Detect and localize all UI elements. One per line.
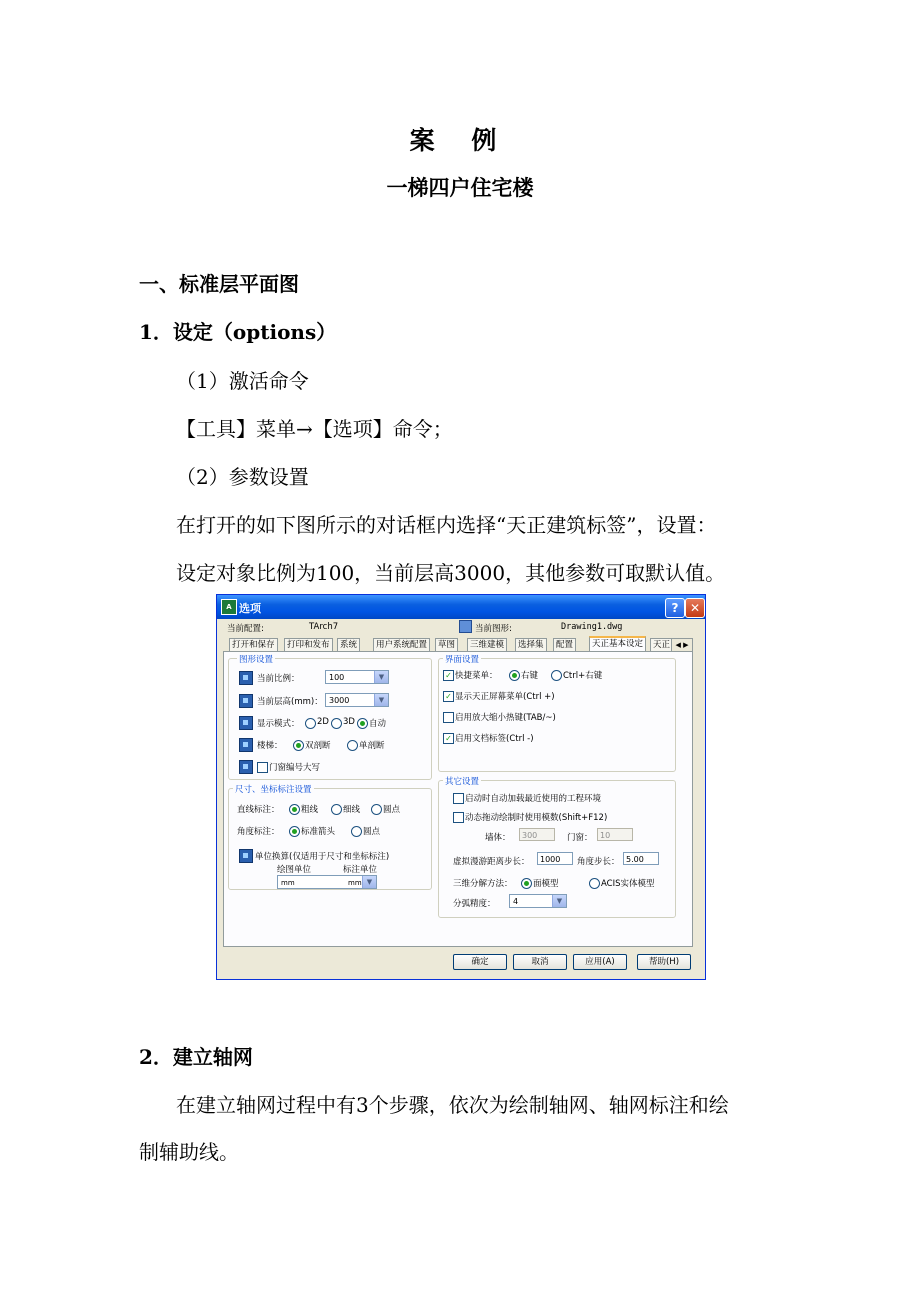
door-label: 门窗： (567, 833, 593, 843)
tab-scroll-arrows[interactable]: ◀ ▶ (671, 638, 693, 652)
arc-label: 分弧精度： (453, 899, 496, 909)
tab-profiles[interactable]: 配置 (553, 638, 576, 652)
display-2d-radio[interactable] (305, 718, 316, 729)
tab-tangent[interactable]: 天正 (650, 638, 673, 652)
tab-open-save[interactable]: 打开和保存 (229, 638, 278, 652)
current-drawing-value: Drawing1.dwg (561, 622, 623, 632)
stair-icon (239, 738, 253, 752)
step2-heading: 2．建立轴网 (139, 1045, 253, 1069)
unit-icon (239, 849, 253, 863)
section-heading: 一、标准层平面图 (139, 272, 299, 296)
display-label: 显示模式： (257, 719, 300, 729)
app-icon: A (221, 599, 237, 615)
tab-user-prefs[interactable]: 用户系统配置 (373, 638, 430, 652)
help-icon[interactable]: ? (665, 598, 685, 618)
screen-menu-label: 显示天正屏幕菜单(Ctrl +) (455, 692, 555, 702)
angle-arrow-label: 标准箭头 (301, 827, 336, 837)
arc-value: 4 (513, 897, 519, 906)
hotkey-label: 启用放大缩小热键(TAB/~) (455, 713, 556, 723)
dynamic-label: 动态拖动绘制时使用模数(Shift+F12) (465, 813, 608, 823)
step1-line2: 在打开的如下图所示的对话框内选择“天正建筑标签”，设置： (176, 513, 717, 537)
current-config-label: 当前配置: (227, 624, 264, 634)
chevron-down-icon: ▼ (374, 694, 388, 706)
angle-dot-label: 圆点 (363, 827, 381, 837)
linear-thick-radio[interactable] (289, 804, 300, 815)
display-3d-radio[interactable] (331, 718, 342, 729)
chevron-down-icon: ▼ (552, 895, 566, 907)
display-2d-label: 2D (317, 717, 329, 727)
step2-line2: 制辅助线。 (139, 1140, 239, 1164)
autoload-checkbox[interactable] (453, 793, 464, 804)
decomp-acis-radio[interactable] (589, 878, 600, 889)
linear-label: 直线标注： (237, 805, 280, 815)
stair-single-radio[interactable] (347, 740, 358, 751)
current-drawing-label: 当前图形: (475, 624, 512, 634)
stair-double-radio[interactable] (293, 740, 304, 751)
linear-dot-label: 圆点 (383, 805, 401, 815)
close-icon[interactable]: ✕ (685, 598, 705, 618)
step2-line1: 在建立轴网过程中有3个步骤，依次为绘制轴网、轴网标注和绘 (176, 1093, 729, 1117)
scale-icon (239, 671, 253, 685)
ok-button[interactable]: 确定 (453, 954, 507, 970)
page-subtitle: 一梯四户住宅楼 (386, 175, 534, 200)
angle-arrow-radio[interactable] (289, 826, 300, 837)
display-icon (239, 716, 253, 730)
tab-system[interactable]: 系统 (337, 638, 360, 652)
draw-unit-value: mm (281, 879, 295, 887)
dialog-title: 选项 (239, 602, 261, 615)
drawing-icon (459, 620, 472, 633)
unit-conv-label: 单位换算(仅适用于尺寸和坐标标注) (255, 852, 390, 862)
dim-unit-value: mm (348, 879, 362, 887)
height-value: 3000 (329, 696, 350, 705)
step1-sub2: （2）参数设置 (176, 465, 309, 489)
other-settings-legend: 其它设置 (445, 777, 480, 787)
angle-step-label: 角度步长： (577, 857, 620, 867)
linear-thin-label: 细线 (343, 805, 361, 815)
tab-plot-publish[interactable]: 打印和发布 (284, 638, 333, 652)
shortcut-checkbox[interactable]: ✓ (443, 670, 454, 681)
tab-3d-modeling[interactable]: 三维建模 (467, 638, 507, 652)
shortcut-right-label: 右键 (521, 671, 539, 681)
linear-thick-label: 粗线 (301, 805, 319, 815)
decomp-surface-label: 面模型 (533, 879, 559, 889)
door-caps-checkbox[interactable] (257, 762, 268, 773)
autoload-label: 启动时自动加载最近使用的工程环境 (465, 794, 602, 804)
decomp-surface-radio[interactable] (521, 878, 532, 889)
hotkey-checkbox[interactable] (443, 712, 454, 723)
doc-tab-checkbox[interactable]: ✓ (443, 733, 454, 744)
display-auto-label: 自动 (369, 719, 387, 729)
display-3d-label: 3D (343, 717, 355, 727)
doc-tab-label: 启用文档标签(Ctrl -) (455, 734, 534, 744)
step1-line3: 设定对象比例为100，当前层高3000，其他参数可取默认值。 (176, 561, 726, 585)
tab-panel (223, 651, 693, 947)
cancel-button[interactable]: 取消 (513, 954, 567, 970)
dialog-titlebar[interactable] (217, 595, 705, 619)
dynamic-checkbox[interactable] (453, 812, 464, 823)
ui-settings-group (438, 655, 676, 772)
wall-field[interactable]: 300 (519, 828, 555, 841)
graphic-settings-legend: 图形设置 (239, 655, 274, 665)
step1-heading: 1．设定（options） (139, 320, 337, 344)
unit-select[interactable] (277, 875, 377, 889)
height-label: 当前层高(mm)： (257, 697, 323, 707)
dim-settings-legend: 尺寸、坐标标注设置 (235, 785, 312, 795)
shortcut-ctrl-radio[interactable] (551, 670, 562, 681)
linear-dot-radio[interactable] (371, 804, 382, 815)
shortcut-right-radio[interactable] (509, 670, 520, 681)
angle-step-field[interactable]: 5.00 (623, 852, 659, 865)
door-caps-label: 门窗编号大写 (269, 763, 321, 773)
apply-button[interactable]: 应用(A) (573, 954, 627, 970)
step1-line1: 【工具】菜单→【选项】命令； (176, 417, 453, 441)
angle-label: 角度标注： (237, 827, 280, 837)
ui-settings-legend: 界面设置 (445, 655, 480, 665)
page-title: 案 例 (409, 126, 511, 155)
stair-label: 楼梯： (257, 741, 283, 751)
wall-label: 墙体： (485, 833, 511, 843)
chevron-down-icon: ▼ (374, 671, 388, 683)
dim-unit-label: 标注单位 (343, 865, 378, 875)
decomp-label: 三维分解方法： (453, 879, 513, 889)
walk-label: 虚拟漫游距离步长： (453, 857, 530, 867)
walk-field[interactable]: 1000 (537, 852, 573, 865)
angle-dot-radio[interactable] (351, 826, 362, 837)
draw-unit-label: 绘图单位 (277, 865, 312, 875)
shortcut-ctrl-label: Ctrl+右键 (563, 671, 603, 681)
height-select[interactable] (325, 693, 389, 707)
chevron-down-icon: ▼ (362, 876, 376, 888)
stair-double-label: 双剖断 (305, 741, 331, 751)
screen-menu-checkbox[interactable]: ✓ (443, 691, 454, 702)
dim-settings-group (228, 785, 432, 890)
stair-single-label: 单剖断 (359, 741, 385, 751)
scale-select[interactable] (325, 670, 389, 684)
tab-selection[interactable]: 选择集 (515, 638, 547, 652)
scale-label: 当前比例： (257, 674, 300, 684)
step1-sub1: （1）激活命令 (176, 369, 309, 393)
tab-tangent-basic[interactable]: 天正基本设定 (589, 636, 646, 653)
tab-drafting[interactable]: 草图 (435, 638, 458, 652)
decomp-acis-label: ACIS实体模型 (601, 879, 655, 889)
scale-value: 100 (329, 673, 345, 682)
current-config-value: TArch7 (309, 622, 339, 632)
arc-select[interactable] (509, 894, 567, 908)
display-auto-radio[interactable] (357, 718, 368, 729)
shortcut-label: 快捷菜单： (455, 671, 498, 681)
other-settings-group (438, 777, 676, 918)
graphic-settings-group (228, 655, 432, 780)
door-field[interactable]: 10 (597, 828, 633, 841)
linear-thin-radio[interactable] (331, 804, 342, 815)
door-icon (239, 760, 253, 774)
options-dialog (216, 594, 706, 980)
help-button[interactable]: 帮助(H) (637, 954, 691, 970)
height-icon (239, 694, 253, 708)
